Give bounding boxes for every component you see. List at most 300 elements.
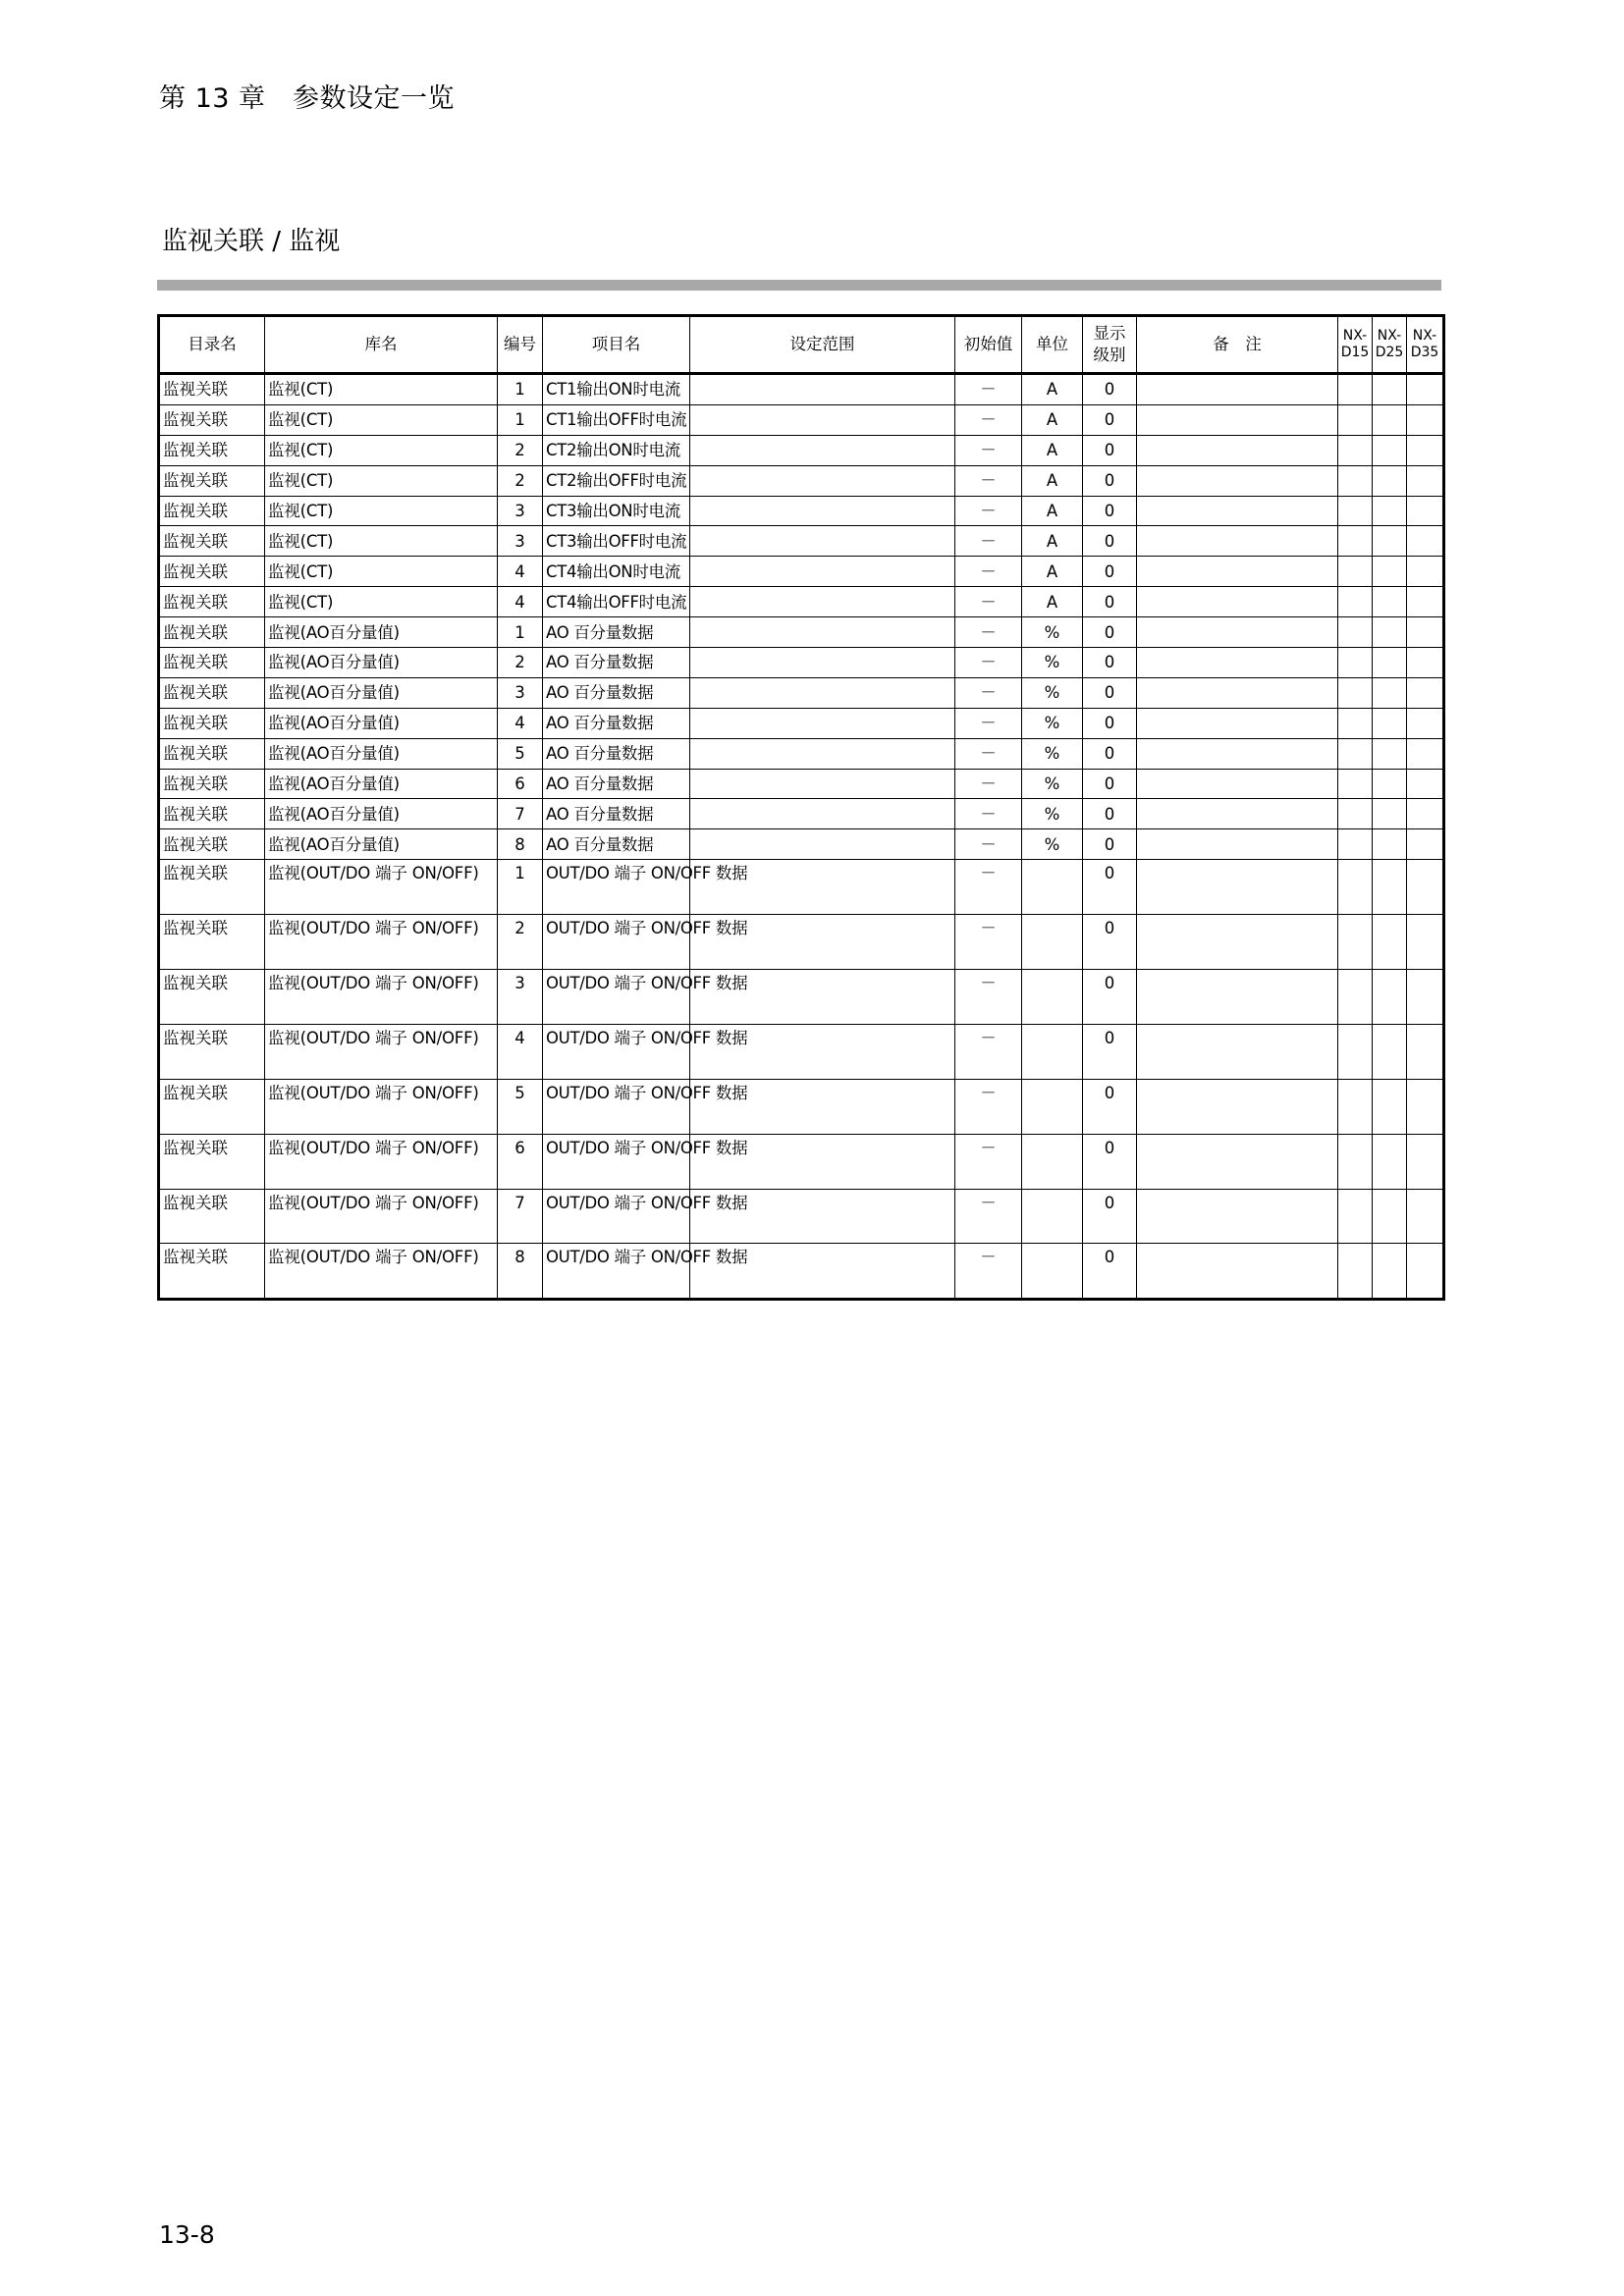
cell-library: 监视(CT) — [265, 587, 498, 617]
cell-nx-d25 — [1373, 526, 1407, 557]
cell-category: 监视关联 — [159, 677, 265, 708]
cell-level: 0 — [1083, 860, 1137, 915]
table-row — [159, 829, 1444, 860]
cell-unit — [1022, 1189, 1083, 1244]
cell-category: 监视关联 — [159, 557, 265, 587]
cell-number: 4 — [498, 708, 543, 738]
cell-library: 监视(OUT/DO 端子 ON/OFF) — [265, 860, 498, 915]
cell-library: 监视(OUT/DO 端子 ON/OFF) — [265, 915, 498, 970]
cell-remark — [1137, 1079, 1338, 1134]
cell-nx-d25 — [1373, 799, 1407, 829]
cell-nx-d15 — [1338, 769, 1373, 799]
table-row — [159, 1189, 1444, 1244]
cell-level: 0 — [1083, 1079, 1137, 1134]
cell-nx-d25 — [1373, 1024, 1407, 1079]
cell-nx-d15 — [1338, 915, 1373, 970]
cell-level: 0 — [1083, 587, 1137, 617]
cell-item: AO 百分量数据 — [543, 769, 690, 799]
cell-number: 3 — [498, 970, 543, 1025]
cell-item: AO 百分量数据 — [543, 738, 690, 769]
cell-number: 8 — [498, 1244, 543, 1300]
cell-unit: % — [1022, 617, 1083, 648]
cell-category: 监视关联 — [159, 915, 265, 970]
cell-nx-d15 — [1338, 860, 1373, 915]
cell-category: 监视关联 — [159, 526, 265, 557]
cell-category: 监视关联 — [159, 738, 265, 769]
cell-nx-d25 — [1373, 496, 1407, 526]
cell-category: 监视关联 — [159, 799, 265, 829]
cell-category: 监视关联 — [159, 769, 265, 799]
cell-remark — [1137, 829, 1338, 860]
cell-library: 监视(AO百分量值) — [265, 648, 498, 678]
cell-remark — [1137, 526, 1338, 557]
header-library: 库名 — [265, 316, 498, 374]
cell-remark — [1137, 587, 1338, 617]
cell-nx-d25 — [1373, 1079, 1407, 1134]
cell-unit — [1022, 1079, 1083, 1134]
cell-nx-d35 — [1407, 435, 1444, 465]
table-row — [159, 708, 1444, 738]
cell-item: OUT/DO 端子 ON/OFF 数据 — [543, 1024, 690, 1079]
cell-item: CT1输出ON时电流 — [543, 374, 690, 405]
cell-number: 1 — [498, 374, 543, 405]
cell-level: 0 — [1083, 374, 1137, 405]
cell-category: 监视关联 — [159, 496, 265, 526]
cell-category: 监视关联 — [159, 587, 265, 617]
cell-remark — [1137, 708, 1338, 738]
cell-category: 监视关联 — [159, 465, 265, 496]
cell-library: 监视(AO百分量值) — [265, 799, 498, 829]
header-unit: 单位 — [1022, 316, 1083, 374]
cell-nx-d35 — [1407, 465, 1444, 496]
table-row — [159, 677, 1444, 708]
cell-initial: － — [955, 587, 1022, 617]
cell-number: 6 — [498, 1134, 543, 1189]
cell-nx-d35 — [1407, 915, 1444, 970]
cell-range — [690, 829, 955, 860]
cell-remark — [1137, 970, 1338, 1025]
cell-item: AO 百分量数据 — [543, 648, 690, 678]
cell-nx-d35 — [1407, 617, 1444, 648]
cell-remark — [1137, 1024, 1338, 1079]
cell-number: 1 — [498, 404, 543, 435]
table-row — [159, 1079, 1444, 1134]
cell-category: 监视关联 — [159, 708, 265, 738]
cell-nx-d15 — [1338, 404, 1373, 435]
table-row — [159, 557, 1444, 587]
cell-category: 监视关联 — [159, 1189, 265, 1244]
cell-nx-d25 — [1373, 587, 1407, 617]
cell-nx-d35 — [1407, 526, 1444, 557]
cell-initial: － — [955, 970, 1022, 1025]
cell-unit: A — [1022, 465, 1083, 496]
cell-nx-d25 — [1373, 970, 1407, 1025]
cell-level: 0 — [1083, 1134, 1137, 1189]
cell-level: 0 — [1083, 1189, 1137, 1244]
table-row — [159, 435, 1444, 465]
cell-library: 监视(CT) — [265, 465, 498, 496]
cell-remark — [1137, 915, 1338, 970]
cell-initial: － — [955, 829, 1022, 860]
cell-item: OUT/DO 端子 ON/OFF 数据 — [543, 1134, 690, 1189]
table-row — [159, 860, 1444, 915]
table-body — [159, 374, 1444, 1300]
cell-nx-d25 — [1373, 1134, 1407, 1189]
cell-library: 监视(AO百分量值) — [265, 677, 498, 708]
cell-unit — [1022, 1244, 1083, 1300]
cell-nx-d35 — [1407, 1024, 1444, 1079]
cell-item: CT3输出OFF时电流 — [543, 526, 690, 557]
cell-library: 监视(AO百分量值) — [265, 769, 498, 799]
cell-nx-d15 — [1338, 677, 1373, 708]
cell-number: 4 — [498, 1024, 543, 1079]
cell-level: 0 — [1083, 769, 1137, 799]
cell-nx-d35 — [1407, 1244, 1444, 1300]
cell-level: 0 — [1083, 435, 1137, 465]
cell-nx-d35 — [1407, 677, 1444, 708]
cell-initial: － — [955, 677, 1022, 708]
cell-initial: － — [955, 648, 1022, 678]
cell-item: CT2输出ON时电流 — [543, 435, 690, 465]
table-row — [159, 1024, 1444, 1079]
cell-item: CT1输出OFF时电流 — [543, 404, 690, 435]
cell-nx-d15 — [1338, 1079, 1373, 1134]
header-level: 显示级别 — [1083, 316, 1137, 374]
cell-range — [690, 648, 955, 678]
table-row — [159, 738, 1444, 769]
cell-range — [690, 557, 955, 587]
cell-number: 3 — [498, 677, 543, 708]
cell-nx-d15 — [1338, 829, 1373, 860]
cell-range — [690, 677, 955, 708]
header-number: 编号 — [498, 316, 543, 374]
cell-initial: － — [955, 799, 1022, 829]
cell-nx-d35 — [1407, 557, 1444, 587]
cell-nx-d35 — [1407, 587, 1444, 617]
cell-initial: － — [955, 465, 1022, 496]
cell-range — [690, 617, 955, 648]
cell-nx-d25 — [1373, 465, 1407, 496]
cell-nx-d25 — [1373, 860, 1407, 915]
cell-remark — [1137, 496, 1338, 526]
cell-item: OUT/DO 端子 ON/OFF 数据 — [543, 1244, 690, 1300]
cell-category: 监视关联 — [159, 1079, 265, 1134]
cell-category: 监视关联 — [159, 404, 265, 435]
cell-item: AO 百分量数据 — [543, 617, 690, 648]
header-item: 项目名 — [543, 316, 690, 374]
cell-remark — [1137, 465, 1338, 496]
cell-nx-d35 — [1407, 860, 1444, 915]
cell-initial: － — [955, 526, 1022, 557]
cell-number: 1 — [498, 617, 543, 648]
cell-initial: － — [955, 738, 1022, 769]
cell-initial: － — [955, 769, 1022, 799]
cell-unit — [1022, 1134, 1083, 1189]
cell-remark — [1137, 374, 1338, 405]
cell-level: 0 — [1083, 648, 1137, 678]
cell-level: 0 — [1083, 557, 1137, 587]
cell-unit: A — [1022, 374, 1083, 405]
cell-number: 6 — [498, 769, 543, 799]
cell-nx-d15 — [1338, 587, 1373, 617]
cell-range — [690, 708, 955, 738]
cell-number: 2 — [498, 435, 543, 465]
cell-category: 监视关联 — [159, 970, 265, 1025]
cell-initial: － — [955, 557, 1022, 587]
cell-nx-d15 — [1338, 435, 1373, 465]
cell-number: 2 — [498, 648, 543, 678]
cell-library: 监视(AO百分量值) — [265, 738, 498, 769]
table-row — [159, 465, 1444, 496]
cell-remark — [1137, 404, 1338, 435]
cell-unit: A — [1022, 404, 1083, 435]
cell-level: 0 — [1083, 915, 1137, 970]
cell-remark — [1137, 860, 1338, 915]
cell-nx-d35 — [1407, 648, 1444, 678]
table-row — [159, 587, 1444, 617]
table-row — [159, 496, 1444, 526]
cell-remark — [1137, 648, 1338, 678]
cell-unit: % — [1022, 677, 1083, 708]
table-header-row — [159, 316, 1444, 374]
cell-nx-d15 — [1338, 557, 1373, 587]
cell-range — [690, 738, 955, 769]
cell-library: 监视(OUT/DO 端子 ON/OFF) — [265, 970, 498, 1025]
cell-initial: － — [955, 1134, 1022, 1189]
cell-item: CT3输出ON时电流 — [543, 496, 690, 526]
cell-nx-d35 — [1407, 829, 1444, 860]
header-initial: 初始值 — [955, 316, 1022, 374]
cell-nx-d25 — [1373, 677, 1407, 708]
cell-number: 5 — [498, 738, 543, 769]
cell-nx-d25 — [1373, 617, 1407, 648]
cell-range — [690, 404, 955, 435]
cell-level: 0 — [1083, 799, 1137, 829]
cell-level: 0 — [1083, 526, 1137, 557]
cell-nx-d15 — [1338, 648, 1373, 678]
cell-nx-d15 — [1338, 970, 1373, 1025]
cell-nx-d15 — [1338, 1134, 1373, 1189]
cell-initial: － — [955, 915, 1022, 970]
cell-item: AO 百分量数据 — [543, 829, 690, 860]
cell-level: 0 — [1083, 465, 1137, 496]
cell-category: 监视关联 — [159, 435, 265, 465]
table-row — [159, 1134, 1444, 1189]
cell-level: 0 — [1083, 677, 1137, 708]
cell-initial: － — [955, 404, 1022, 435]
cell-range — [690, 435, 955, 465]
cell-remark — [1137, 738, 1338, 769]
cell-initial: － — [955, 435, 1022, 465]
cell-nx-d25 — [1373, 708, 1407, 738]
cell-category: 监视关联 — [159, 1134, 265, 1189]
cell-range — [690, 799, 955, 829]
cell-library: 监视(CT) — [265, 526, 498, 557]
cell-initial: － — [955, 1024, 1022, 1079]
cell-initial: － — [955, 496, 1022, 526]
cell-nx-d35 — [1407, 496, 1444, 526]
cell-number: 4 — [498, 557, 543, 587]
header-nx-d35: NX-D35 — [1407, 316, 1444, 374]
cell-unit: % — [1022, 769, 1083, 799]
header-category: 目录名 — [159, 316, 265, 374]
cell-nx-d15 — [1338, 738, 1373, 769]
cell-item: AO 百分量数据 — [543, 677, 690, 708]
cell-nx-d15 — [1338, 496, 1373, 526]
cell-nx-d35 — [1407, 738, 1444, 769]
cell-level: 0 — [1083, 708, 1137, 738]
table-row — [159, 799, 1444, 829]
cell-nx-d35 — [1407, 1189, 1444, 1244]
cell-library: 监视(OUT/DO 端子 ON/OFF) — [265, 1244, 498, 1300]
section-title: 监视关联 / 监视 — [162, 227, 341, 256]
cell-library: 监视(OUT/DO 端子 ON/OFF) — [265, 1189, 498, 1244]
cell-initial: － — [955, 708, 1022, 738]
cell-nx-d25 — [1373, 769, 1407, 799]
cell-remark — [1137, 1134, 1338, 1189]
cell-initial: － — [955, 860, 1022, 915]
cell-number: 5 — [498, 1079, 543, 1134]
cell-nx-d35 — [1407, 769, 1444, 799]
table-row — [159, 526, 1444, 557]
cell-remark — [1137, 557, 1338, 587]
cell-level: 0 — [1083, 738, 1137, 769]
cell-item: AO 百分量数据 — [543, 799, 690, 829]
cell-range — [690, 769, 955, 799]
cell-remark — [1137, 677, 1338, 708]
cell-nx-d25 — [1373, 1189, 1407, 1244]
table-row — [159, 404, 1444, 435]
cell-nx-d25 — [1373, 557, 1407, 587]
cell-library: 监视(AO百分量值) — [265, 708, 498, 738]
cell-level: 0 — [1083, 829, 1137, 860]
cell-nx-d35 — [1407, 374, 1444, 405]
cell-item: OUT/DO 端子 ON/OFF 数据 — [543, 970, 690, 1025]
cell-library: 监视(AO百分量值) — [265, 617, 498, 648]
cell-library: 监视(CT) — [265, 404, 498, 435]
cell-level: 0 — [1083, 617, 1137, 648]
cell-initial: － — [955, 617, 1022, 648]
cell-level: 0 — [1083, 1244, 1137, 1300]
cell-initial: － — [955, 1189, 1022, 1244]
cell-library: 监视(OUT/DO 端子 ON/OFF) — [265, 1024, 498, 1079]
cell-range — [690, 526, 955, 557]
cell-unit: % — [1022, 708, 1083, 738]
cell-remark — [1137, 435, 1338, 465]
cell-number: 4 — [498, 587, 543, 617]
cell-nx-d35 — [1407, 1079, 1444, 1134]
cell-number: 2 — [498, 465, 543, 496]
cell-range — [690, 587, 955, 617]
cell-unit: A — [1022, 496, 1083, 526]
cell-unit — [1022, 860, 1083, 915]
parameter-table — [157, 314, 1445, 1301]
cell-item: AO 百分量数据 — [543, 708, 690, 738]
table-row — [159, 970, 1444, 1025]
header-range: 设定范围 — [690, 316, 955, 374]
cell-nx-d25 — [1373, 435, 1407, 465]
cell-initial: － — [955, 1079, 1022, 1134]
cell-range — [690, 374, 955, 405]
cell-number: 3 — [498, 496, 543, 526]
cell-nx-d35 — [1407, 404, 1444, 435]
cell-unit: A — [1022, 557, 1083, 587]
cell-nx-d15 — [1338, 526, 1373, 557]
cell-number: 8 — [498, 829, 543, 860]
header-nx-d15: NX-D15 — [1338, 316, 1373, 374]
cell-library: 监视(CT) — [265, 496, 498, 526]
cell-nx-d15 — [1338, 799, 1373, 829]
cell-level: 0 — [1083, 1024, 1137, 1079]
cell-library: 监视(OUT/DO 端子 ON/OFF) — [265, 1134, 498, 1189]
cell-nx-d25 — [1373, 648, 1407, 678]
cell-nx-d15 — [1338, 1024, 1373, 1079]
cell-nx-d25 — [1373, 738, 1407, 769]
cell-nx-d25 — [1373, 829, 1407, 860]
cell-nx-d35 — [1407, 708, 1444, 738]
cell-nx-d15 — [1338, 708, 1373, 738]
cell-item: OUT/DO 端子 ON/OFF 数据 — [543, 915, 690, 970]
cell-item: CT4输出OFF时电流 — [543, 587, 690, 617]
page-number: 13-8 — [159, 2220, 215, 2249]
cell-item: CT4输出ON时电流 — [543, 557, 690, 587]
cell-unit: % — [1022, 648, 1083, 678]
cell-item: OUT/DO 端子 ON/OFF 数据 — [543, 1189, 690, 1244]
cell-nx-d15 — [1338, 1189, 1373, 1244]
cell-category: 监视关联 — [159, 1244, 265, 1300]
cell-library: 监视(CT) — [265, 374, 498, 405]
cell-nx-d35 — [1407, 1134, 1444, 1189]
table-row — [159, 915, 1444, 970]
cell-unit: % — [1022, 829, 1083, 860]
cell-item: OUT/DO 端子 ON/OFF 数据 — [543, 1079, 690, 1134]
cell-unit: % — [1022, 738, 1083, 769]
cell-nx-d15 — [1338, 465, 1373, 496]
cell-number: 7 — [498, 799, 543, 829]
cell-level: 0 — [1083, 496, 1137, 526]
cell-range — [690, 496, 955, 526]
cell-unit — [1022, 1024, 1083, 1079]
cell-category: 监视关联 — [159, 860, 265, 915]
cell-remark — [1137, 799, 1338, 829]
cell-level: 0 — [1083, 404, 1137, 435]
cell-initial: － — [955, 374, 1022, 405]
table-row — [159, 617, 1444, 648]
cell-number: 7 — [498, 1189, 543, 1244]
header-remark: 备 注 — [1137, 316, 1338, 374]
cell-category: 监视关联 — [159, 1024, 265, 1079]
cell-unit: A — [1022, 587, 1083, 617]
cell-nx-d35 — [1407, 970, 1444, 1025]
cell-range — [690, 465, 955, 496]
cell-item: CT2输出OFF时电流 — [543, 465, 690, 496]
cell-library: 监视(CT) — [265, 435, 498, 465]
cell-level: 0 — [1083, 970, 1137, 1025]
cell-number: 2 — [498, 915, 543, 970]
cell-remark — [1137, 769, 1338, 799]
cell-nx-d15 — [1338, 617, 1373, 648]
cell-number: 3 — [498, 526, 543, 557]
cell-remark — [1137, 1244, 1338, 1300]
cell-nx-d35 — [1407, 799, 1444, 829]
cell-unit — [1022, 970, 1083, 1025]
chapter-title: 第 13 章 参数设定一览 — [159, 83, 456, 114]
cell-item: OUT/DO 端子 ON/OFF 数据 — [543, 860, 690, 915]
table-row — [159, 374, 1444, 405]
header-nx-d25: NX-D25 — [1373, 316, 1407, 374]
cell-unit: A — [1022, 526, 1083, 557]
table-row — [159, 648, 1444, 678]
